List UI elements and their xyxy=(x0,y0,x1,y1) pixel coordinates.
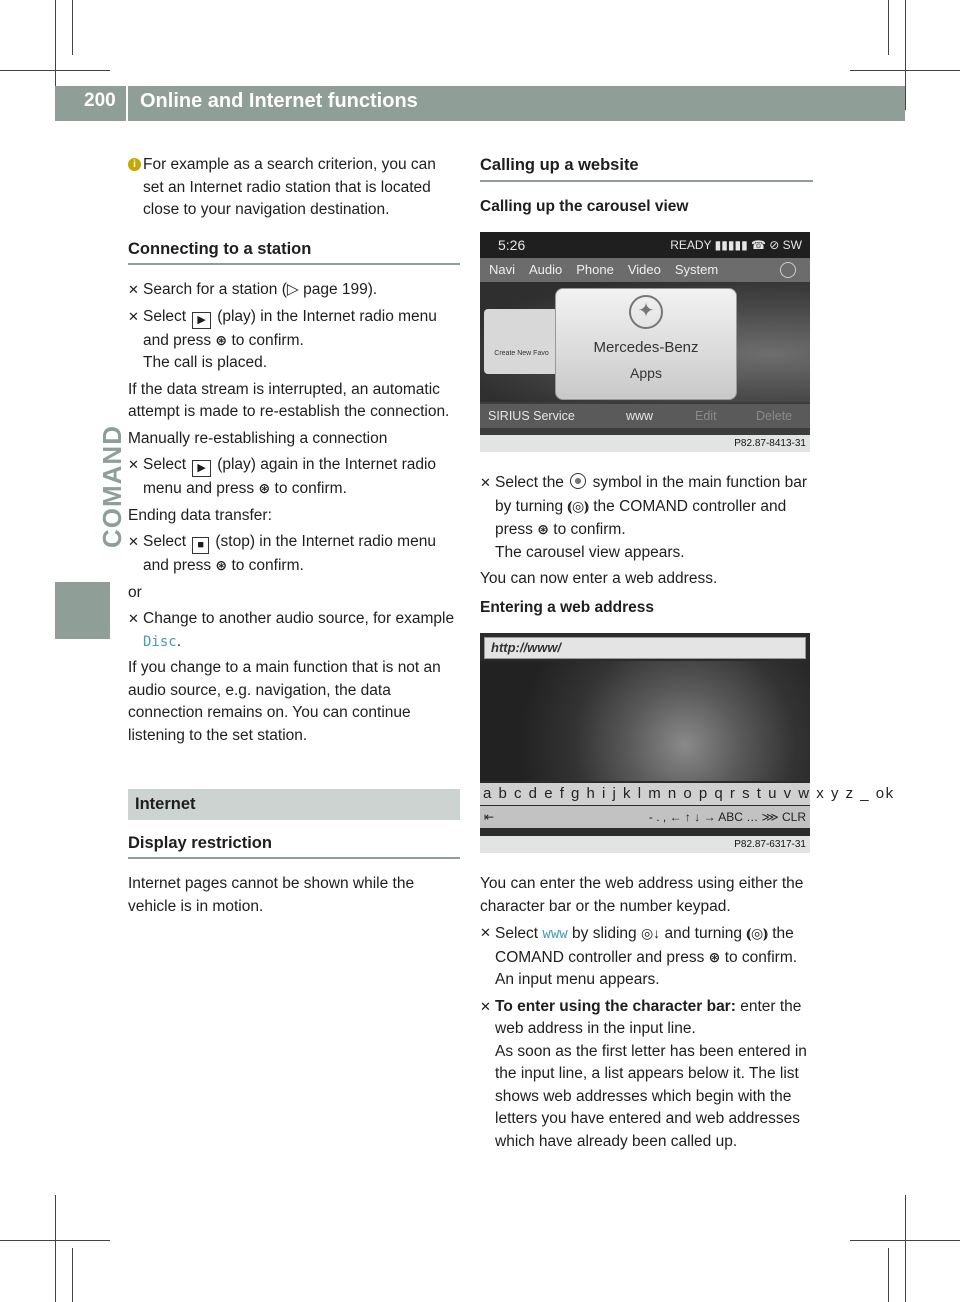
step-text: (play) in the Internet radio menu and press xyxy=(143,307,437,349)
step-result: The carousel view appears. xyxy=(495,543,685,561)
www-code: www xyxy=(542,926,568,942)
paragraph-either: You can enter the web address using either the character bar or the number keypad. xyxy=(480,875,804,915)
page-title: Online and Internet functions xyxy=(140,90,418,112)
crop-mark xyxy=(72,1248,73,1302)
press-controller-icon: ⊛ xyxy=(708,948,721,965)
step-arrow-icon: ✕ xyxy=(128,308,139,324)
paragraph-change: If you change to a main function that is not an audio source, e.g. navigation, the data connection remains on. You can continue listening to the set station. xyxy=(128,659,441,744)
press-controller-icon: ⊛ xyxy=(215,557,228,573)
crop-mark xyxy=(905,0,906,110)
status-indicators: READY ▮▮▮▮▮ ☎ ⊘ SW xyxy=(670,238,802,252)
step-select-www xyxy=(480,922,813,992)
bottom-item-delete[interactable]: Delete xyxy=(756,409,793,423)
image-reference: P82.87-6317-31 xyxy=(480,836,810,853)
turn-controller-icon: ⦅◎⦆ xyxy=(746,925,768,941)
step-bold-text: To enter using the character bar: xyxy=(495,997,736,1015)
crop-mark xyxy=(888,1248,889,1302)
paragraph-interrupted: If the data stream is interrupted, an automatic attempt is made to re-establish the connection. xyxy=(128,380,450,420)
step-arrow-icon: ✕ xyxy=(128,534,139,549)
subheading-entering-address: Entering a web address xyxy=(480,598,654,616)
disc-code: Disc xyxy=(143,633,177,650)
step-text: to confirm. xyxy=(724,948,798,966)
bottom-item-sirius[interactable]: SIRIUS Service xyxy=(488,409,575,423)
crop-mark xyxy=(72,0,73,55)
section-band-internet: Internet xyxy=(128,789,460,820)
url-input[interactable]: http://www/ xyxy=(484,637,806,659)
bottom-item-www[interactable]: www xyxy=(626,409,654,423)
paragraph-or: or xyxy=(128,583,142,601)
step-text: symbol in the main function bar by turning xyxy=(495,474,808,515)
step-text: to confirm. xyxy=(553,521,626,538)
step-arrow-icon: ✕ xyxy=(128,282,139,297)
step-change-source xyxy=(128,608,460,653)
crop-mark xyxy=(55,1195,56,1302)
status-bar xyxy=(480,232,810,258)
side-tab-label: COMAND xyxy=(97,425,127,548)
step-result: As soon as the first letter has been entered in the input line, a list appears below it. The list shows web addresses which begin with the letters you have entered and web addresses which have already been called up. xyxy=(495,1042,807,1150)
step-text: the COMAND controller and press xyxy=(495,497,787,538)
slide-controller-icon: ◎↓ xyxy=(640,925,661,941)
step-arrow-icon: ✕ xyxy=(128,457,139,472)
side-tab-marker xyxy=(55,582,110,639)
step-text: Select the xyxy=(495,474,564,491)
character-bar[interactable]: a b c d e f g h i j k l m n o p q r s t u v w x y z _ ok xyxy=(480,783,810,805)
step-text: (stop) in the Internet radio menu and press xyxy=(143,533,436,574)
screenshot-web-address-entry xyxy=(480,633,895,853)
screenshot-carousel-view xyxy=(480,232,810,452)
info-note-text: For example as a search criterion, you can set an Internet radio station that is located close to your navigation destination. xyxy=(143,156,436,218)
step-text: Select xyxy=(143,456,187,473)
function-key-bar xyxy=(480,806,810,828)
card-apps: Apps xyxy=(630,365,662,381)
step-text: Select xyxy=(143,307,187,325)
step-arrow-icon: ✕ xyxy=(480,998,491,1014)
section-heading-connecting: Connecting to a station xyxy=(128,238,460,266)
section-heading-display-restriction: Display restriction xyxy=(128,832,460,860)
step-result: An input menu appears. xyxy=(495,971,660,988)
mercedes-star-icon: ✦ xyxy=(629,295,663,329)
paragraph-ending: Ending data transfer: xyxy=(128,506,272,524)
step-text: to confirm. xyxy=(231,557,304,574)
step-character-bar xyxy=(480,996,813,1154)
step-text: Change to another audio source, for example xyxy=(143,610,455,627)
edit-keys[interactable]: - . , ← ↑ ↓ → ABC … ⋙ CLR xyxy=(648,810,806,824)
step-text: the COMAND controller and press xyxy=(495,925,794,966)
step-text: to confirm. xyxy=(231,331,304,349)
carousel-bottom-bar xyxy=(480,404,810,428)
paragraph-enter-address: You can now enter a web address. xyxy=(480,570,718,587)
bottom-item-edit[interactable]: Edit xyxy=(695,409,717,423)
page-number: 200 xyxy=(84,90,116,111)
header-divider xyxy=(126,86,128,121)
globe-icon[interactable] xyxy=(780,262,796,278)
menu-item-system[interactable]: System xyxy=(674,262,719,277)
step-select-stop xyxy=(128,531,460,578)
clock: 5:26 xyxy=(498,237,526,253)
back-key[interactable]: ⇤ xyxy=(484,810,495,824)
menu-item-navi[interactable]: Navi xyxy=(489,262,516,277)
carousel-card-mercedes-apps[interactable] xyxy=(555,288,737,400)
crop-mark xyxy=(905,1195,906,1302)
step-text: Search for a station (▷ page 199). xyxy=(143,281,378,298)
globe-icon xyxy=(570,473,586,489)
step-text: Select xyxy=(495,925,539,942)
step-select-globe xyxy=(480,472,813,564)
step-arrow-icon: ✕ xyxy=(480,925,491,940)
step-text: by sliding xyxy=(572,925,637,942)
step-text: and turning xyxy=(664,925,743,942)
crop-mark xyxy=(888,0,889,55)
info-icon: i xyxy=(128,158,141,171)
play-icon: ▶ xyxy=(192,312,210,329)
subheading-carousel: Calling up the carousel view xyxy=(480,197,689,215)
turn-controller-icon: ⦅◎⦆ xyxy=(567,497,589,514)
step-arrow-icon: ✕ xyxy=(480,475,491,490)
card-brand: Mercedes-Benz xyxy=(593,339,699,356)
press-controller-icon: ⊛ xyxy=(215,331,228,348)
card-label: Create New Favo xyxy=(494,350,549,357)
paragraph-restriction: Internet pages cannot be shown while the vehicle is in motion. xyxy=(128,875,415,915)
step-text: Select xyxy=(143,533,187,550)
menu-item-video[interactable]: Video xyxy=(627,262,661,277)
step-search xyxy=(128,279,460,302)
info-note xyxy=(128,154,460,222)
step-select-play xyxy=(128,306,460,375)
left-column xyxy=(128,154,460,922)
main-function-bar xyxy=(480,258,810,282)
step-text: . xyxy=(176,632,182,650)
play-icon: ▶ xyxy=(192,460,210,477)
step-text: to confirm. xyxy=(274,480,347,497)
step-arrow-icon: ✕ xyxy=(128,611,139,626)
press-controller-icon: ⊛ xyxy=(537,521,549,537)
step-text: enter the web address in the input line. xyxy=(495,997,802,1037)
step-result: The call is placed. xyxy=(143,354,268,371)
section-heading-calling-website: Calling up a website xyxy=(480,154,813,182)
menu-item-phone[interactable]: Phone xyxy=(576,262,614,277)
right-column xyxy=(480,154,895,1157)
step-select-play-again xyxy=(128,454,460,501)
press-controller-icon: ⊛ xyxy=(258,480,271,496)
stop-icon: ■ xyxy=(192,537,209,554)
menu-item-audio[interactable]: Audio xyxy=(529,262,563,277)
paragraph-manual: Manually re-establishing a connection xyxy=(128,429,388,447)
image-reference: P82.87-8413-31 xyxy=(480,435,810,452)
carousel-card-create-favorite[interactable] xyxy=(484,309,559,374)
step-text: (play) again in the Internet radio menu and press xyxy=(143,456,437,497)
globe-background xyxy=(480,661,810,781)
